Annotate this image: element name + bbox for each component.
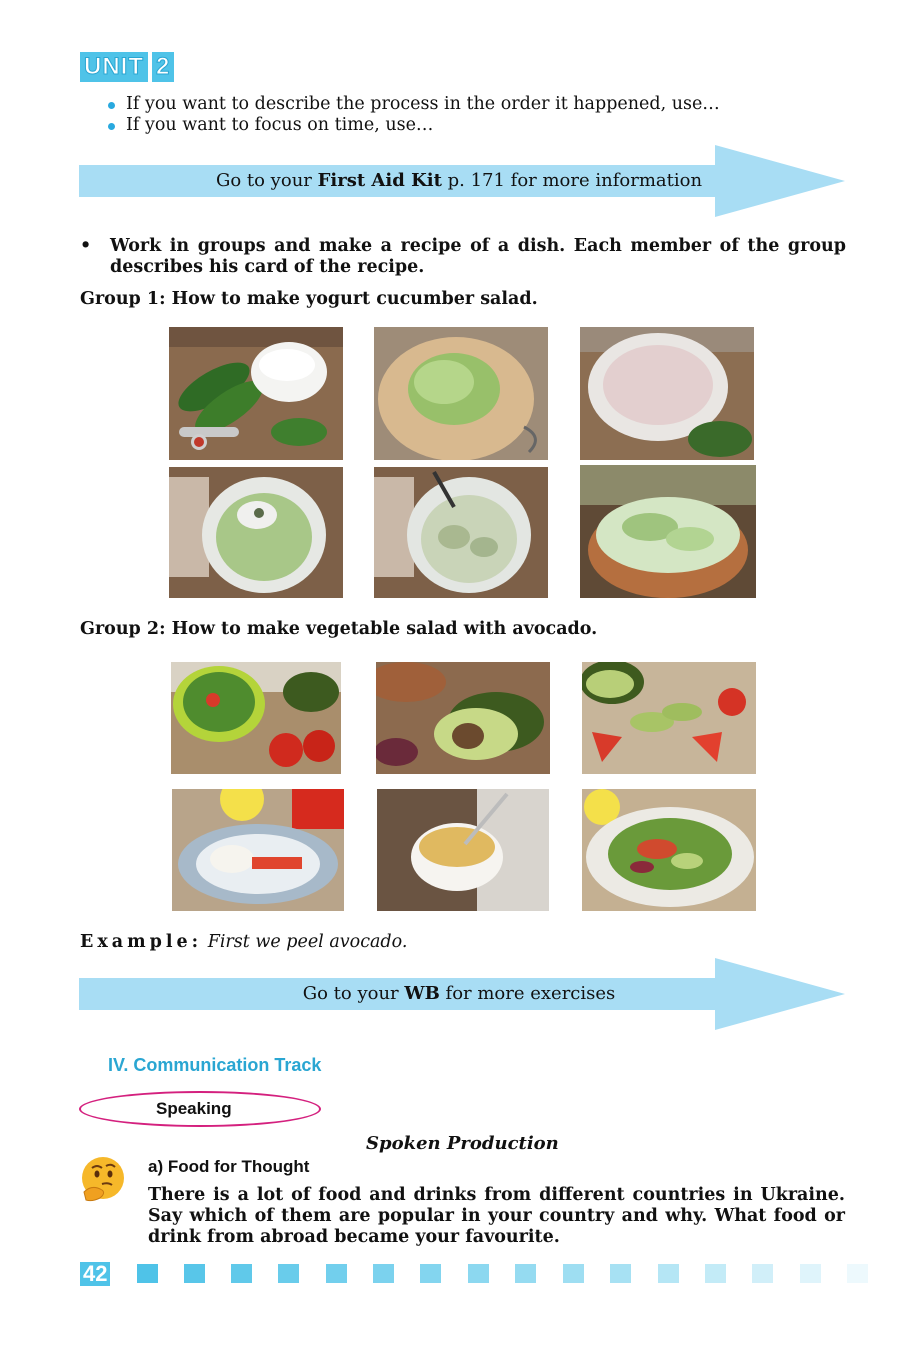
wb-text: Go to your WB for more exercises xyxy=(302,983,616,1004)
task-text: Work in groups and make a recipe of a dish. Each member of the group describes his card of the recipe. xyxy=(110,236,846,277)
photo-green-salad-tomatoes xyxy=(171,662,341,774)
wb-banner xyxy=(79,958,845,1030)
photo-mixing-bowl-1 xyxy=(169,467,343,598)
photo-onion-pepper-plate xyxy=(172,789,344,911)
unit-number: 2 xyxy=(152,52,174,82)
section-title: IV. Communication Track xyxy=(108,1055,322,1075)
photo-chopped-cucumber xyxy=(374,327,548,460)
unit-badge xyxy=(80,52,174,82)
first-aid-kit-banner xyxy=(79,145,845,217)
tip-order: If you want to describe the process in the order it happened, use… xyxy=(108,94,720,115)
speaking-label: Speaking xyxy=(156,1099,232,1118)
task-bullet: • xyxy=(80,236,92,256)
food-for-thought-title: a) Food for Thought xyxy=(148,1157,310,1176)
photo-halved-avocado xyxy=(376,662,550,774)
photo-cucumber-salad-bowl xyxy=(580,465,756,598)
photo-dressing-bowl xyxy=(377,789,549,911)
task-instruction xyxy=(80,236,846,278)
tip-time: If you want to focus on time, use… xyxy=(108,115,720,136)
photo-yogurt-bowl xyxy=(580,327,754,460)
group-2-title: Group 2: How to make vegetable salad with avocado. xyxy=(80,619,598,639)
photo-cucumbers-yogurt xyxy=(169,327,343,460)
thinking-face-icon xyxy=(78,1154,128,1204)
page-number: 42 xyxy=(80,1262,110,1286)
photo-sliced-avocado-tomato xyxy=(582,662,756,774)
example-line xyxy=(80,932,407,952)
unit-word: UNIT xyxy=(80,52,148,82)
spoken-production-title: Spoken Production xyxy=(366,1133,559,1154)
speaking-pill xyxy=(79,1091,321,1127)
first-aid-kit-text: Go to your First Aid Kit p. 171 for more information xyxy=(215,170,703,191)
example-text: First we peel avocado. xyxy=(207,932,408,952)
photo-final-avocado-salad xyxy=(582,789,756,911)
speaking-task-text: There is a lot of food and drinks from different countries in Ukraine. Say which of them are popular in your country and why. What food or drink from abroad became your favourite. xyxy=(148,1185,845,1247)
example-label: Example: xyxy=(80,932,203,952)
group-1-title: Group 1: How to make yogurt cucumber salad. xyxy=(80,289,538,309)
tips-list xyxy=(108,94,720,136)
photo-mixing-bowl-2 xyxy=(374,467,548,598)
